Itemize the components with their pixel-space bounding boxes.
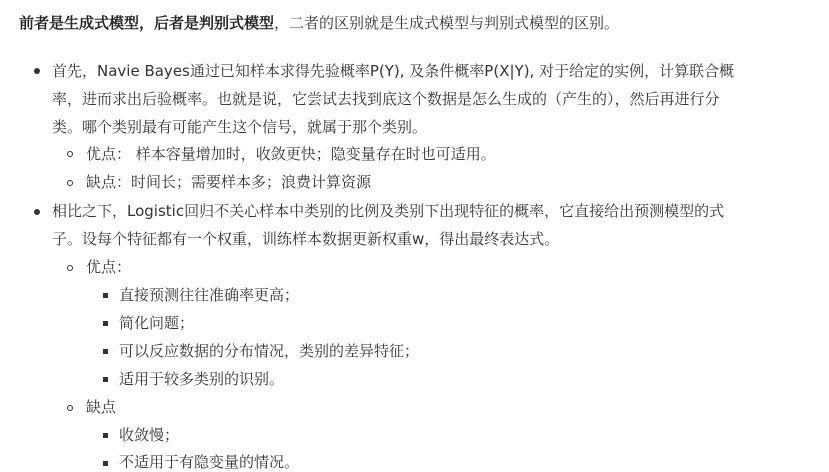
item2-pros-label: 优点： [86,258,132,276]
item2-line-2: 子。设每个特征都有一个权重，训练样本数据更新权重w，得出最终表达式。 [52,230,560,248]
item1-line-1: 首先，Navie Bayes通过已知样本求得先验概率P(Y), 及条件概率P(X|Y), 对于给定的实例，计算联合概 [52,62,735,80]
item1-pros: 优点： 样本容量增加时，收敛更快；隐变量存在时也可适用。 [86,145,496,163]
bullet-square [103,461,108,466]
item1-cons: 缺点：时间长；需要样本多；浪费计算资源 [86,173,372,191]
bullet-square [103,321,108,326]
item2-con-2: 不适用于有隐变量的情况。 [119,453,300,471]
bullet-circle [67,265,73,271]
item2-cons-label: 缺点 [86,398,117,416]
item2-pro-3: 可以反应数据的分布情况，类别的差异特征； [119,342,420,360]
bullet-square [103,293,108,298]
heading-rest: ，二者的区别就是生成式模型与判别式模型的区别。 [274,14,620,32]
heading-line [19,13,619,33]
item2-pro-2: 简化问题； [119,314,195,332]
item1-line-3: 类。哪个类别最有可能产生这个信号，就属于那个类别。 [52,118,428,136]
item2-pro-4: 适用于较多类别的识别。 [119,370,285,388]
bullet-square [103,349,108,354]
bullet-circle [67,180,73,186]
bullet-circle [67,405,73,411]
item2-line-1: 相比之下，Logistic回归不关心样本中类别的比例及类别下出现特征的概率，它直接给出预测模型的式 [52,202,725,220]
bullet-square [103,377,108,382]
bullet-square [103,433,108,438]
heading-bold: 前者是生成式模型，后者是判别式模型 [19,14,275,32]
item2-pro-1: 直接预测往往准确率更高； [119,286,300,304]
item2-con-1: 收敛慢； [119,426,180,444]
item1-line-2: 率，进而求出后验概率。也就是说，它尝试去找到底这个数据是怎么生成的（产生的），然后再进行分 [52,90,720,108]
bullet-circle [67,151,73,157]
bullet-disc [34,68,40,74]
bullet-disc [34,209,40,215]
